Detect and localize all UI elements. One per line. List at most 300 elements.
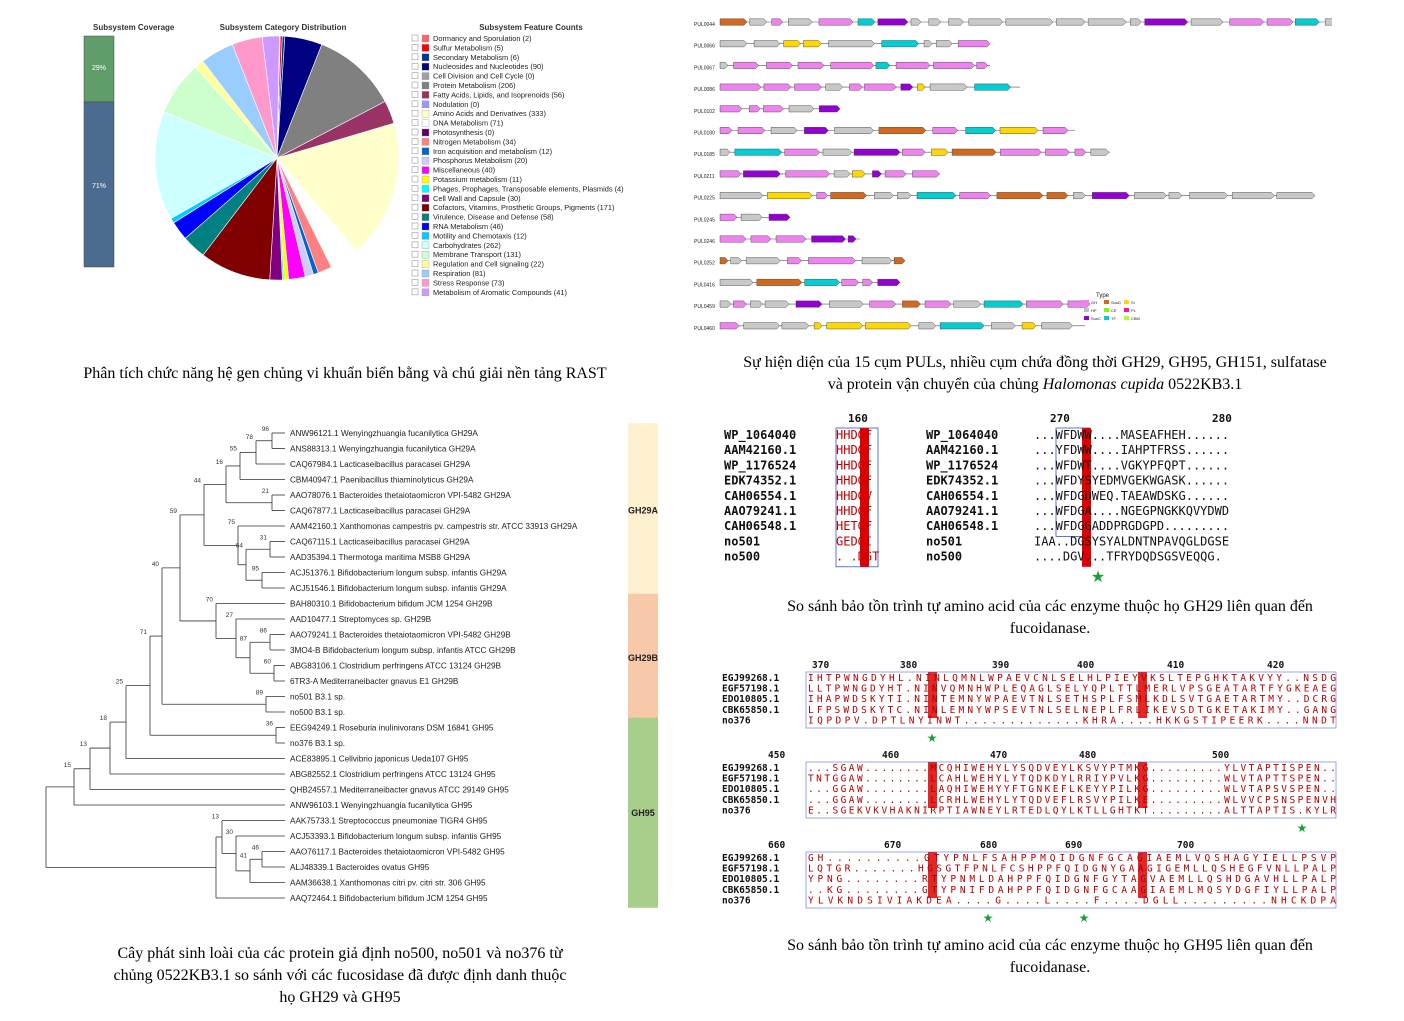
legend-item-label: Iron acquisition and metabolism (12) <box>433 146 553 156</box>
gene-arrow <box>720 19 747 25</box>
pul-row-label: PUL0245 <box>694 217 715 224</box>
gene-arrow <box>785 149 820 155</box>
bootstrap-value: 16 <box>215 458 223 466</box>
sequence-segment: HHDGF <box>836 504 873 518</box>
rast-figure <box>55 18 635 308</box>
gene-arrow <box>924 41 932 47</box>
gene-arrow <box>1056 19 1085 25</box>
gene-arrow <box>870 301 896 307</box>
gene-arrow <box>789 106 814 112</box>
tree-leaf-label: ALJ48339.1 Bacteroides ovatus GH95 <box>290 863 430 872</box>
legend-swatch <box>422 214 429 221</box>
gene-arrow <box>1277 192 1315 198</box>
sequence-segment: IHAPWDSKYTI.NINTEMNYWPAEVTNLSETHSPLFSMLKDLSVTGAETARTMY..DCRG <box>808 694 1336 706</box>
gene-arrow <box>827 323 863 329</box>
legend-item-label: Protein Metabolism (206) <box>433 81 516 90</box>
gene-arrow <box>878 19 908 25</box>
tree-leaf-label: no376 B3.1 sp. <box>290 739 346 748</box>
bootstrap-value: 27 <box>225 612 233 619</box>
gene-arrow <box>949 19 964 25</box>
gene-arrow <box>917 192 956 198</box>
gene-arrow <box>874 192 893 198</box>
legend-item-label: Regulation and Cell signaling (22) <box>433 259 544 269</box>
gene-arrow <box>769 214 790 220</box>
legend-expand-box[interactable] <box>412 73 418 79</box>
sequence-name: WP_1064040 <box>926 428 999 442</box>
legend-item-label: Photosynthesis (0) <box>433 128 495 137</box>
gene-arrow <box>878 279 900 285</box>
sequence-name: no501 <box>926 534 963 549</box>
pul-legend-label: CE <box>1111 308 1117 313</box>
tree-leaf-label: CAQ67877.1 Lacticaseibacillus paracasei GH29A <box>290 506 471 516</box>
gene-arrow <box>1026 301 1063 307</box>
pul-row-label: PUL0185 <box>694 152 715 159</box>
legend-expand-box[interactable] <box>412 167 418 173</box>
gene-arrow <box>787 258 801 264</box>
sequence-name: AAO79241.1 <box>926 504 999 518</box>
bootstrap-value: 41 <box>239 852 247 860</box>
sequence-name: no500 <box>926 549 963 564</box>
position-tick: 390 <box>992 660 1010 671</box>
gene-arrow <box>936 41 952 47</box>
legend-swatch <box>422 176 429 183</box>
pul-row-label: PUL0086 <box>694 87 715 94</box>
sequence-segment: ...YFDWW....IAHPTFRSS...... <box>1034 443 1230 458</box>
category-title: Subsystem Category Distribution <box>219 23 347 32</box>
sequence-name: CAH06554.1 <box>926 488 999 503</box>
pul-legend-label: SusD <box>1111 300 1121 305</box>
gene-arrow <box>885 171 906 177</box>
tree-caption-line1: Cây phát sinh loài của các protein giả định no500, no501 và no376 từ <box>117 945 563 962</box>
sequence-segment: ...WFDYSYEDMVGEKWGASK...... <box>1034 473 1230 488</box>
gene-arrow <box>940 323 984 329</box>
legend-item-label: Potassium metabolism (11) <box>433 175 522 184</box>
tree-leaf-label: ANW96121.1 Wenyingzhuangia fucanilytica GH29A <box>290 429 478 438</box>
gene-arrow <box>720 62 728 68</box>
position-tick: 410 <box>1167 660 1185 671</box>
legend-expand-box[interactable] <box>412 185 418 191</box>
gene-arrow <box>735 149 782 155</box>
gene-arrow <box>720 84 761 90</box>
position-tick: 470 <box>990 750 1008 761</box>
gene-arrow <box>754 41 780 47</box>
legend-expand-box[interactable] <box>412 176 418 182</box>
pul-gene-map <box>692 12 1332 342</box>
gene-arrow <box>757 279 802 285</box>
tree-caption-line2: chủng 0522KB3.1 so sánh với các fucosidase đã được định danh thuộc <box>113 967 567 984</box>
gene-arrow <box>786 171 830 177</box>
conserved-site-star: ★ <box>1078 911 1090 925</box>
sequence-name: CAH06554.1 <box>724 488 797 503</box>
sequence-segment: ..KG........GTYPNIFDAHPPFQIDGNFGCAAGIAEMLMQSYDGFIYLLPALP <box>808 884 1336 896</box>
legend-expand-box[interactable] <box>412 223 418 229</box>
pul-row-label: PUL0459 <box>694 304 715 311</box>
pul-legend-swatch <box>1104 308 1109 312</box>
position-tick: 450 <box>768 750 786 761</box>
gene-arrow <box>819 106 840 112</box>
sequence-segment: HHDGV <box>836 488 873 503</box>
legend-swatch <box>422 148 429 155</box>
gene-arrow <box>817 192 828 198</box>
gene-arrow <box>897 192 911 198</box>
legend-item-label: Stress Response (73) <box>433 278 505 288</box>
legend-item-label: RNA Metabolism (46) <box>433 222 504 231</box>
legend-swatch <box>422 242 429 249</box>
gene-arrow <box>975 84 1011 90</box>
pul-row-label: PUL0044 <box>694 22 715 28</box>
gene-arrow <box>1043 127 1068 133</box>
sequence-segment: HETGF <box>836 519 873 534</box>
gene-arrow <box>1230 19 1264 25</box>
legend-swatch <box>422 73 429 80</box>
sequence-segment: ...WFDWT....VGKYPFQPT...... <box>1034 458 1230 473</box>
puls-caption <box>680 352 1390 396</box>
legend-expand-box[interactable] <box>412 101 418 107</box>
pul-row-label: PUL0102 <box>694 108 715 115</box>
gene-arrow <box>733 301 746 307</box>
legend-expand-box[interactable] <box>412 289 418 295</box>
bootstrap-value: 71 <box>139 629 147 637</box>
gene-arrow <box>796 301 822 307</box>
legend-expand-box[interactable] <box>412 120 418 126</box>
gene-arrow <box>929 19 941 25</box>
gene-arrow <box>835 127 874 133</box>
bootstrap-value: 36 <box>265 720 273 728</box>
sequence-segment: IHTPWNGDYHL.NINLQMNLWPAEVCNLSELHLPIEYVKSLTEPGHKTAKVYY..NSDG <box>808 673 1336 684</box>
gene-arrow <box>1325 19 1332 25</box>
bootstrap-value: 18 <box>99 715 107 723</box>
gene-arrow <box>1130 19 1141 25</box>
gene-arrow <box>931 149 948 155</box>
gene-arrow <box>720 323 739 329</box>
legend-expand-box[interactable] <box>412 44 418 50</box>
pul-legend-label: SusC <box>1091 316 1101 321</box>
tree-leaf-label: ACJ51376.1 Bifidobacterium longum subsp. infantis GH29A <box>290 568 507 578</box>
gene-arrow <box>772 19 783 25</box>
gene-arrow <box>765 301 789 307</box>
gene-arrow <box>997 192 1043 198</box>
legend-swatch <box>422 167 429 174</box>
sequence-name: AAO79241.1 <box>724 504 797 518</box>
tree-leaf-label: CBM40947.1 Paenibacillus thiaminolyticus GH29A <box>290 475 474 485</box>
bootstrap-value: 46 <box>251 844 259 852</box>
gene-arrow <box>1088 19 1126 25</box>
pul-legend-label: PL <box>1131 308 1136 313</box>
tree-leaf-label: AAK75733.1 Streptococcus pneumoniae TIGR4 GH95 <box>290 816 488 826</box>
tree-leaf-label: ACJ51546.1 Bifidobacterium longum subsp. infantis GH29A <box>290 584 507 593</box>
sequence-name: EDK74352.1 <box>926 473 999 488</box>
position-tick: 160 <box>848 412 868 425</box>
legend-swatch <box>422 251 429 258</box>
tree-leaf-label: AAD10477.1 Streptomyces sp. GH29B <box>290 615 432 624</box>
gene-arrow <box>720 192 763 198</box>
position-tick: 270 <box>1050 412 1070 425</box>
conserved-site-star: ★ <box>982 911 994 925</box>
tree-leaf-label: AAM42160.1 Xanthomonas campestris pv. campestris str. ATCC 33913 GH29A <box>290 522 578 531</box>
sequence-name: EDO10805.1 <box>722 694 780 706</box>
bootstrap-value: 13 <box>79 741 87 749</box>
gene-arrow <box>911 19 921 25</box>
gene-arrow <box>720 41 747 47</box>
legend-item-label: Sulfur Metabolism (5) <box>433 43 504 53</box>
tree-leaf-label: AAQ72464.1 Bifidobacterium bifidum JCM 1254 GH95 <box>290 894 488 903</box>
gene-arrow <box>854 149 900 155</box>
gene-arrow <box>1145 19 1188 25</box>
legend-swatch <box>422 63 429 70</box>
gene-arrow <box>933 127 958 133</box>
gene-arrow <box>954 301 981 307</box>
position-tick: 670 <box>884 840 902 851</box>
bootstrap-value: 86 <box>259 627 267 635</box>
category-pie <box>155 36 399 280</box>
legend-expand-box[interactable] <box>412 138 418 144</box>
legend-expand-box[interactable] <box>412 157 418 163</box>
legend-expand-box[interactable] <box>412 148 418 154</box>
gene-arrow <box>805 279 840 285</box>
bootstrap-value: 13 <box>211 813 219 821</box>
legend-item-label: Secondary Metabolism (6) <box>433 52 520 62</box>
gene-arrow <box>720 106 742 112</box>
pul-row-label: PUL0180 <box>694 130 715 137</box>
legend-item-label: Cell Wall and Capsule (30) <box>433 193 521 203</box>
legend-expand-box[interactable] <box>412 35 418 41</box>
sequence-name: EGJ99268.1 <box>722 763 780 774</box>
sequence-segment: . .DGT <box>836 549 880 564</box>
gene-arrow <box>819 19 853 25</box>
bootstrap-value: 78 <box>245 433 253 441</box>
gene-arrow <box>977 62 988 68</box>
gene-arrow <box>894 258 905 264</box>
tree-leaf-label: 6TR3-A Mediterraneibacter gnavus E1 GH29B <box>290 677 459 686</box>
sequence-segment: HHDGF <box>836 428 873 442</box>
sequence-segment: ...WFDWW....MASEAFHEH...... <box>1034 428 1230 442</box>
gene-arrow <box>902 301 920 307</box>
sequence-segment: YLVKNDSIVIAKDEA....G....L....F....DGLL.........NHCKDPA <box>808 895 1336 907</box>
legend-expand-box[interactable] <box>412 110 418 116</box>
gene-arrow <box>738 127 765 133</box>
gene-arrow <box>803 41 821 47</box>
gene-arrow <box>852 171 865 177</box>
gene-arrow <box>834 171 850 177</box>
tree-leaf-label: ABG83106.1 Clostridium perfringens ATCC 13124 GH29B <box>290 661 502 671</box>
tree-leaf-label: AAO76117.1 Bacteroides thetaiotaomicron VPI-5482 GH95 <box>290 847 505 857</box>
gene-arrow <box>720 236 746 242</box>
clade-label: GH29A <box>627 505 659 516</box>
gene-arrow <box>720 301 731 307</box>
bootstrap-value: 30 <box>225 829 233 836</box>
pul-row-label: PUL0460 <box>694 325 715 332</box>
sequence-segment: TNTGGAW........LCAHLWEHYLYTQDKDYLRRIYPVLKG.........WLVTAPTTSPEN.. <box>808 773 1336 785</box>
clade-label: GH29B <box>627 652 659 663</box>
gene-arrow <box>831 192 867 198</box>
legend-item-label: Nodulation (0) <box>433 99 480 109</box>
legend-swatch <box>422 110 429 117</box>
sequence-name: CBK65850.1 <box>722 704 780 716</box>
rast-caption: Phân tích chức năng hệ gen chủng vi khuẩn biển bằng và chú giải nền tảng RAST <box>83 365 607 382</box>
gene-arrow <box>829 301 863 307</box>
legend-expand-box[interactable] <box>412 82 418 88</box>
gene-arrow <box>741 214 762 220</box>
sequence-name: EDK74352.1 <box>724 473 797 488</box>
pul-row-label: PUL0066 <box>694 43 715 50</box>
position-tick: 460 <box>882 750 900 761</box>
gene-arrow <box>966 127 996 133</box>
puls-caption-line1: Sự hiện diện của 15 cụm PULs, nhiều cụm chứa đồng thời GH29, GH95, GH151, sulfatase <box>743 354 1327 371</box>
gene-arrow <box>882 41 919 47</box>
tree-caption <box>40 943 640 1009</box>
legend-expand-box[interactable] <box>412 63 418 69</box>
gene-arrow <box>1169 192 1182 198</box>
legend-swatch <box>422 157 429 164</box>
legend-expand-box[interactable] <box>412 251 418 257</box>
tree-caption-line3: họ GH29 và GH95 <box>279 989 401 1006</box>
sequence-segment: LQTGR.......HGSGTFPNLFCSHPPFQIDGNYGAAGIGEMLLQSHEGFVNLLPALP <box>808 863 1336 875</box>
legend-item-label: Cofactors, Vitamins, Prosthetic Groups, Pigments (171) <box>433 203 615 213</box>
sequence-name: CAH06548.1 <box>724 519 797 534</box>
conserved-site-star: ★ <box>926 731 938 745</box>
pul-legend-swatch <box>1124 316 1129 320</box>
legend-expand-box[interactable] <box>412 195 418 201</box>
pul-row-label: PUL0067 <box>694 65 715 72</box>
sequence-segment: ...SGAW........MCQHIWEHYLYSQDVEYLKSVYPTMKG.........YLVTAPTISPEN.. <box>808 763 1336 774</box>
legend-swatch <box>422 270 429 277</box>
legend-expand-box[interactable] <box>412 54 418 60</box>
gene-arrow <box>749 106 760 112</box>
legend-item-label: DNA Metabolism (71) <box>433 118 504 128</box>
legend-expand-box[interactable] <box>412 270 418 276</box>
bootstrap-value: 40 <box>151 560 159 568</box>
sequence-name: no376 <box>722 715 751 727</box>
legend-swatch <box>422 82 429 89</box>
legend-expand-box[interactable] <box>412 91 418 97</box>
coverage-title: Subsystem Coverage <box>93 23 175 32</box>
legend-item-label: Motility and Chemotaxis (12) <box>433 231 527 241</box>
sequence-segment: IAA..DGSYSYALDNTNPAVQGLDGSE <box>1034 534 1230 549</box>
sequence-name: no501 <box>724 534 761 549</box>
legend-swatch <box>422 35 429 42</box>
tree-leaf-label: AAD35394.1 Thermotoga maritima MSB8 GH29A <box>290 553 471 562</box>
counts-title: Subsystem Feature Counts <box>479 23 583 32</box>
gene-arrow <box>1191 19 1223 25</box>
tree-leaf-label: EEG94249.1 Roseburia inulinivorans DSM 16841 GH95 <box>290 723 494 733</box>
legend-swatch <box>422 261 429 268</box>
gene-arrow <box>744 323 780 329</box>
legend-swatch <box>422 138 429 145</box>
gene-arrow <box>848 236 856 242</box>
pul-legend-label: HP <box>1091 308 1097 313</box>
bootstrap-value: 70 <box>205 596 213 604</box>
sequence-segment: ...GGAW........LCRHLWEHYLYTQDVEFLRSVYPILKE.........WLVVCPSNSPENVH <box>808 794 1336 806</box>
pul-row-label: PUL0252 <box>694 260 715 267</box>
gene-arrow <box>925 301 951 307</box>
position-tick: 420 <box>1267 660 1285 671</box>
sequence-name: WP_1176524 <box>926 458 999 473</box>
sequence-segment: HHDGF <box>836 443 873 458</box>
gene-arrow <box>1000 127 1038 133</box>
gene-arrow <box>879 127 926 133</box>
legend-item-label: Virulence, Disease and Defense (58) <box>433 212 554 222</box>
gene-arrow <box>865 323 911 329</box>
gh95-caption-line2: fucoidanase. <box>1009 959 1091 976</box>
legend-expand-box[interactable] <box>412 232 418 238</box>
conserved-site-star: ★ <box>1296 821 1308 835</box>
sequence-segment: ...GGAW........LAQHIWEHYYFTGNKEFLKEYYPILKG.........WLVTAPSVSPEN.. <box>808 784 1336 796</box>
legend-swatch <box>422 185 429 192</box>
legend-item-label: Membrane Transport (131) <box>433 250 521 260</box>
gene-arrow <box>984 301 1023 307</box>
gene-arrow <box>1267 19 1293 25</box>
position-tick: 660 <box>768 840 786 851</box>
legend-swatch <box>422 129 429 136</box>
gene-arrow <box>746 258 780 264</box>
legend-expand-box[interactable] <box>412 204 418 210</box>
legend-swatch <box>422 289 429 296</box>
legend-expand-box[interactable] <box>412 129 418 135</box>
legend-swatch <box>422 223 429 230</box>
sequence-segment: LFPSWDSKYTC.NINLEMNYWPSEVTNLSELNEPLFRLIKEVSDTGKETAKIMY..GANG <box>808 704 1336 716</box>
gh29-caption-line1: So sánh bảo tồn trình tự amino acid của các enzyme thuộc họ GH29 liên quan đến <box>787 598 1313 615</box>
gene-arrow <box>767 192 812 198</box>
position-tick: 480 <box>1079 750 1097 761</box>
legend-item-label: Phages, Prophages, Transposable elements, Plasmids (4) <box>433 184 624 194</box>
sequence-name: no376 <box>722 805 751 817</box>
gene-arrow <box>795 84 822 90</box>
sequence-segment: HHDGF <box>836 458 873 473</box>
gene-arrow <box>1000 149 1041 155</box>
sequence-name: EDO10805.1 <box>722 874 780 886</box>
gene-arrow <box>831 62 874 68</box>
bootstrap-value: 44 <box>193 477 201 485</box>
legend-item-label: Respiration (81) <box>433 269 486 278</box>
pul-legend-swatch <box>1104 300 1109 304</box>
position-tick: 690 <box>1065 840 1083 851</box>
gh95-panel <box>722 658 1352 928</box>
gene-arrow <box>804 127 828 133</box>
bootstrap-value: 75 <box>227 519 235 526</box>
gh29-caption <box>720 596 1380 640</box>
gene-arrow <box>720 127 732 133</box>
pul-row-label: PUL0225 <box>694 195 715 202</box>
position-tick: 700 <box>1177 840 1195 851</box>
bootstrap-value: 89 <box>255 689 263 697</box>
gene-arrow <box>876 62 890 68</box>
conserved-site-star: ★ <box>1090 568 1106 586</box>
legend-expand-box[interactable] <box>412 261 418 267</box>
pul-legend-label: TF <box>1111 316 1116 321</box>
gene-arrow <box>863 279 873 285</box>
gene-arrow <box>812 236 846 242</box>
legend-expand-box[interactable] <box>412 214 418 220</box>
gene-arrow <box>1075 149 1086 155</box>
pul-legend-swatch <box>1084 308 1089 312</box>
gene-arrow <box>958 41 990 47</box>
gene-arrow <box>1022 323 1036 329</box>
legend-expand-box[interactable] <box>412 279 418 285</box>
legend-expand-box[interactable] <box>412 242 418 248</box>
gh95-alignment <box>722 658 1352 928</box>
puls-caption-line2-post: 0522KB3.1 <box>1164 376 1243 393</box>
gene-arrow <box>823 149 852 155</box>
tree-leaf-label: ACJ53393.1 Bifidobacterium longum subsp. infantis GH95 <box>290 832 502 841</box>
gene-arrow <box>814 323 822 329</box>
gene-arrow <box>720 279 753 285</box>
tree-leaf-label: ANS88313.1 Wenyingzhuangia fucanilytica GH29A <box>290 444 476 454</box>
pul-legend-swatch <box>1084 316 1089 320</box>
legend-swatch <box>422 195 429 202</box>
sequence-name: CBK65850.1 <box>722 884 780 896</box>
legend-item-label: Amino Acids and Derivatives (333) <box>433 109 546 119</box>
gene-arrow <box>763 106 783 112</box>
